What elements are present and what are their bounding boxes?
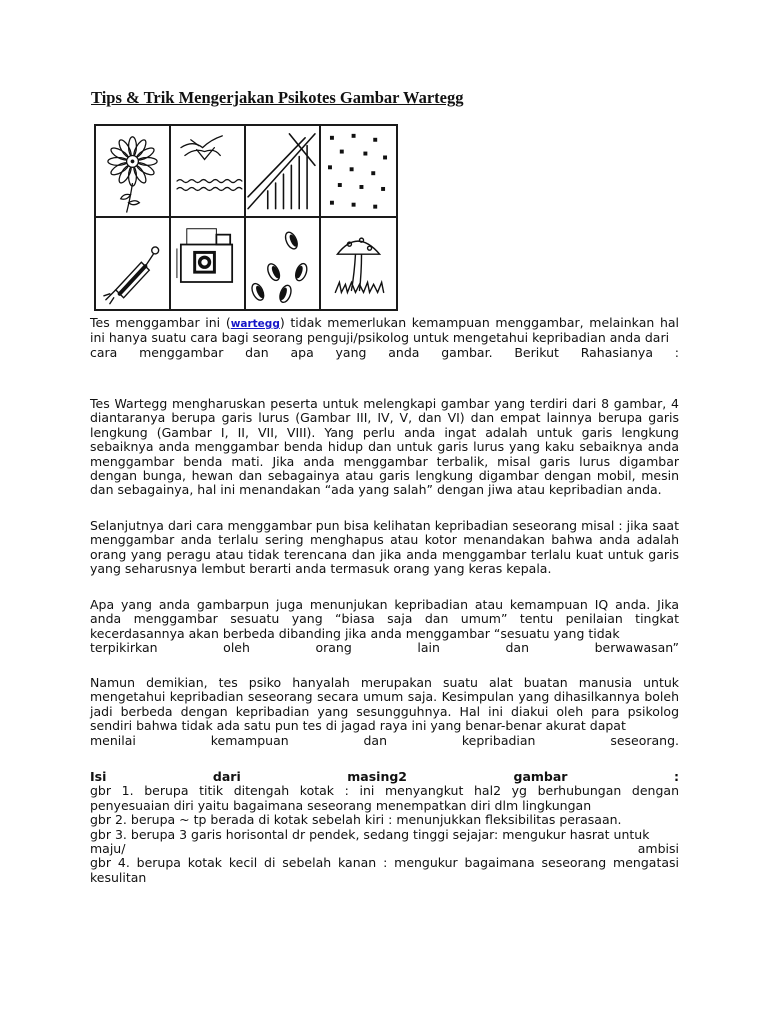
paragraph-disclaimer <box>90 676 679 748</box>
paragraph-last-line: menilai kemampuan dan kepribadian seseorang. <box>90 732 679 748</box>
paragraph-wartegg-rules <box>90 397 679 498</box>
paragraph-text: Tes Wartegg mengharuskan peserta untuk melengkapi gambar yang terdiri dari 8 gambar, 4 diantaranya berupa garis lurus (Gambar III, IV, V, dan VI) dan empat lainnya berupa garis lengkung (Gambar I, II, VII, VIII). Yang perlu anda ingat adalah untuk garis lengkung sebaiknya anda menggambar benda hidup dan untuk garis lurus yang kaku sebaiknya anda menggambar benda mati. Jika anda menggambar terbalik, misal garis lurus digambar dengan bunga, hewan dan sebagainya atau garis lengkung digambar dengan mobil, mesin dan sebagainya, hal ini menandakan “ada yang salah” dengan jiwa atau kepribadian anda. <box>90 396 679 498</box>
intro-text-after: ) tidak memerlukan kemampuan menggambar, melainkan hal ini hanya suatu cara bagi seorang penguji/psikolog untuk mengetahui kepribadian anda dari <box>90 315 680 346</box>
camera-icon <box>171 218 244 310</box>
mushroom-icon <box>321 218 396 310</box>
figure-cell <box>96 218 171 310</box>
paragraph-text: Selanjutnya dari cara menggambar pun bisa kelihatan kepribadian seseorang misal : jika saat menggambar anda terlalu sering menghapus atau kotor menandakan bahwa anda adalah orang yang peragu atau tidak terencana dan jika anda menggambar terlalu kuat untuk garis yang seharusnya lembut berarti anda termasuk orang yang keras kepala. <box>90 518 679 577</box>
list-item: gbr 1. berupa titik ditengah kotak : ini menyangkut hal2 yg berhubungan dengan penyesuaian diri yaitu bagaimana seseorang menempatkan diri dlm lingkungan <box>90 783 679 813</box>
figure-cell <box>171 126 246 218</box>
intro-last-line: cara menggambar dan apa yang anda gambar. Berikut Rahasianya : <box>90 344 679 360</box>
paragraph-iq <box>90 598 679 656</box>
footprints-icon <box>246 218 319 310</box>
bird-water-icon <box>171 126 244 216</box>
figure-cell <box>96 126 171 218</box>
key-icon <box>96 218 169 310</box>
drawing-meaning-list <box>90 770 679 885</box>
figure-cell <box>171 218 246 310</box>
dots-icon <box>321 126 396 216</box>
list-item: gbr 3. berupa 3 garis horisontal dr pendek, sedang tinggi sejajar: mengukur hasrat untuk <box>90 826 650 842</box>
paragraph-text: Apa yang anda gambarpun juga menunjukan kepribadian atau kemampuan IQ anda. Jika anda menggambar sesuatu yang “biasa saja dan umum” tentu penilaian tingkat kecerdasannya akan berbeda dibanding jika anda menggambar “sesuatu yang tidak <box>90 597 679 641</box>
figure-cell <box>321 126 396 218</box>
rising-lines-icon <box>246 126 319 216</box>
paragraph-last-line: terpikirkan oleh orang lain dan berwawasan” <box>90 640 679 656</box>
list-heading: Isi dari masing2 gambar : <box>90 769 679 784</box>
wartegg-figure <box>94 124 398 311</box>
list-item-continuation: maju/ ambisi <box>90 841 679 857</box>
document-title: Tips & Trik Mengerjakan Psikotes Gambar Wartegg <box>91 88 464 107</box>
sunflower-icon <box>96 126 169 216</box>
figure-cell <box>321 218 396 310</box>
wartegg-link[interactable]: wartegg <box>230 318 280 330</box>
intro-text-before: Tes menggambar ini ( <box>90 315 231 330</box>
list-item: gbr 2. berupa ~ tp berada di kotak sebelah kiri : menunjukkan fleksibilitas perasaan. <box>90 812 622 828</box>
figure-cell <box>246 218 321 310</box>
figure-cell <box>246 126 321 218</box>
paragraph-text: Namun demikian, tes psiko hanyalah merupakan suatu alat buatan manusia untuk mengetahui kepribadian seseorang secara umum saja. Kesimpulan yang dihasilkannya boleh jadi berbeda dengan kepribadian yang sesungguhnya. Hal ini diakui oleh para psikolog sendiri bahwa tidak ada satu pun tes di jagad raya ini yang benar-benar akurat dapat <box>90 675 679 734</box>
list-item: gbr 4. berupa kotak kecil di sebelah kanan : mengukur bagaimana seseorang mengatasi kesulitan <box>90 855 679 885</box>
paragraph-drawing-style <box>90 519 679 577</box>
intro-paragraph <box>90 316 679 360</box>
